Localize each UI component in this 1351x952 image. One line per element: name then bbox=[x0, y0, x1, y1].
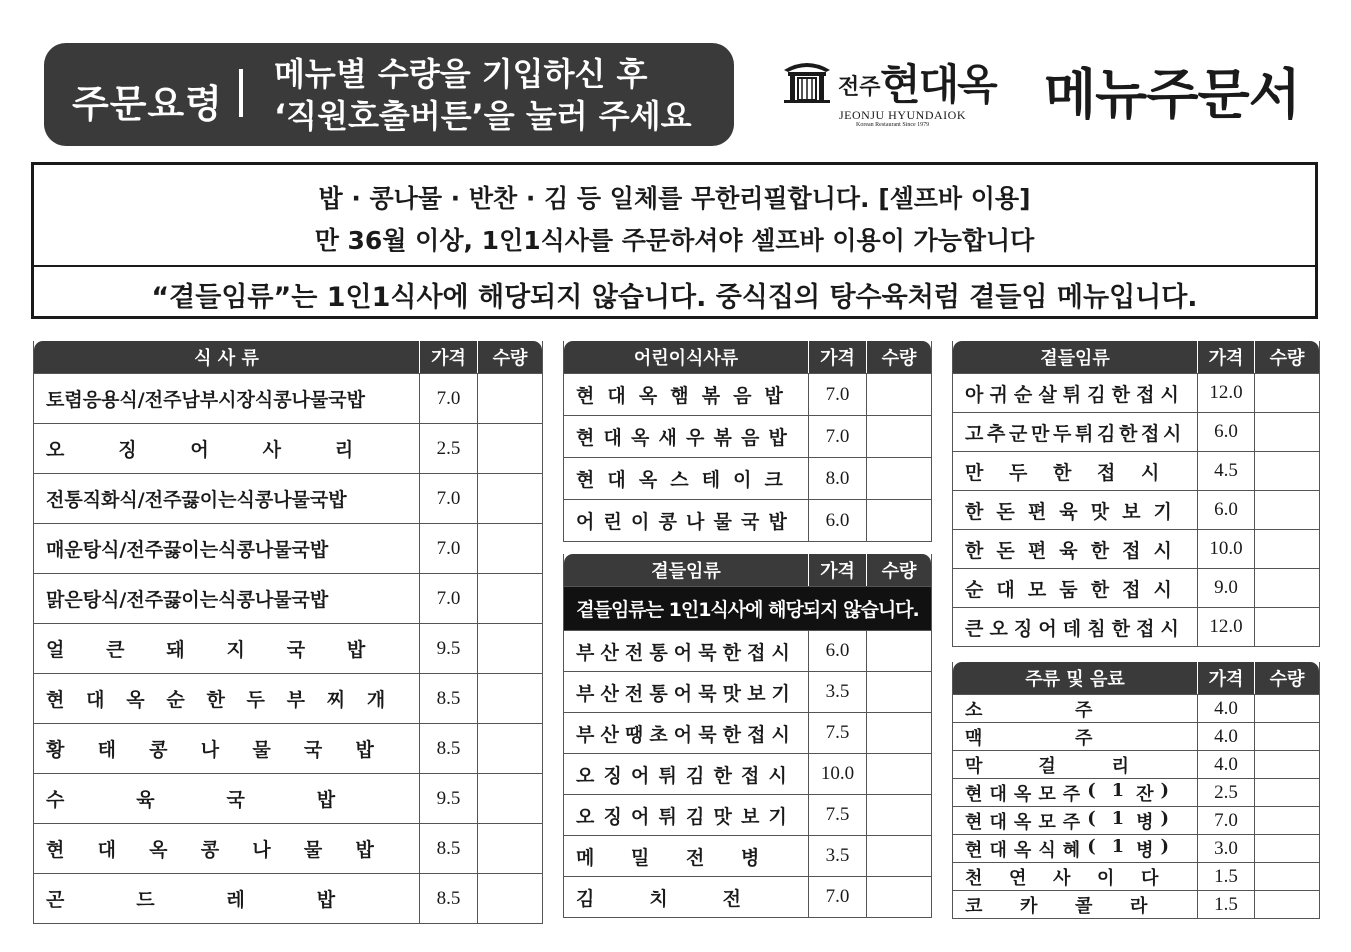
menu-item-name bbox=[34, 424, 420, 473]
menu-item-price: 7.5 bbox=[809, 713, 867, 753]
menu-item-label: 한 돈 편 육 맛 보 기 bbox=[965, 500, 1172, 523]
menu-item-name bbox=[953, 452, 1198, 490]
menu-row bbox=[953, 806, 1319, 834]
logo-name: 현대옥 bbox=[880, 60, 996, 109]
menu-item-price: 3.5 bbox=[809, 672, 867, 712]
menu-item-label: 매운탕식/전주끓이는식콩나물국밥 bbox=[46, 539, 329, 561]
side-dishes-right-table bbox=[952, 341, 1320, 647]
menu-row bbox=[34, 423, 542, 473]
menu-item-label: 코 카 콜 라 bbox=[965, 895, 1148, 917]
menu-item-price: 8.5 bbox=[420, 874, 478, 923]
menu-item-label: 현 대 옥 모 주 ( 1 잔 ) bbox=[965, 779, 1170, 805]
menu-row bbox=[953, 722, 1319, 750]
menu-row bbox=[564, 671, 931, 712]
menu-item-label: 천 연 사 이 다 bbox=[965, 867, 1159, 889]
quantity-input[interactable] bbox=[478, 824, 542, 873]
price-header: 가격 bbox=[420, 341, 478, 373]
menu-item-price: 7.0 bbox=[420, 474, 478, 523]
menu-item-price: 6.0 bbox=[809, 631, 867, 671]
quantity-input[interactable] bbox=[478, 574, 542, 623]
quantity-input[interactable] bbox=[1255, 452, 1319, 490]
quantity-input[interactable] bbox=[478, 374, 542, 423]
menu-item-label: 부 산 땡 초 어 묵 한 접 시 bbox=[576, 723, 790, 746]
menu-item-name bbox=[564, 672, 809, 712]
menu-item-name bbox=[34, 474, 420, 523]
menu-item-label: 현 대 옥 순 한 두 부 찌 개 bbox=[46, 689, 386, 711]
menu-item-label: 토렴응용식/전주남부시장식콩나물국밥 bbox=[46, 389, 365, 411]
menu-item-name bbox=[564, 374, 809, 415]
logo-city: 전주 bbox=[838, 74, 881, 100]
menu-item-label: 만 두 한 접 시 bbox=[965, 461, 1160, 484]
menu-item-label: 오 징 어 튀 김 한 접 시 bbox=[576, 764, 787, 787]
quantity-input[interactable] bbox=[478, 774, 542, 823]
menu-item-price: 7.0 bbox=[1198, 807, 1255, 834]
menu-item-label: 막 걸 리 bbox=[965, 755, 1130, 777]
menu-item-label: 현 대 옥 모 주 ( 1 병 ) bbox=[965, 807, 1170, 833]
notice-line-1: 밥 · 콩나물 · 반찬 · 김 등 일체를 무한리필합니다. [셀프바 이용] bbox=[318, 184, 1031, 213]
menu-item-name bbox=[953, 569, 1198, 607]
quantity-input[interactable] bbox=[1255, 608, 1319, 646]
menu-item-label: 부 산 전 통 어 묵 맛 보 기 bbox=[576, 682, 790, 705]
menu-item-label: 오 징 어 사 리 bbox=[46, 439, 354, 461]
menu-row bbox=[564, 712, 931, 753]
menu-item-price: 7.0 bbox=[809, 877, 867, 917]
notice-line-3: “곁들임류”는 1인1식사에 해당되지 않습니다. 중식집의 탕수육처럼 곁들임 메뉴입니다. bbox=[151, 282, 1198, 313]
instructions-divider bbox=[239, 69, 243, 117]
quantity-input[interactable] bbox=[1255, 723, 1319, 750]
menu-item-price: 6.0 bbox=[1198, 413, 1255, 451]
menu-item-name bbox=[34, 724, 420, 773]
menu-row bbox=[564, 753, 931, 794]
section-title: 곁들임류 bbox=[564, 554, 809, 586]
brand-logo bbox=[776, 52, 1016, 132]
menu-item-label: 황 태 콩 나 물 국 밥 bbox=[46, 739, 374, 761]
menu-row bbox=[953, 568, 1319, 607]
menu-item-label: 어 린 이 콩 나 물 국 밥 bbox=[576, 511, 787, 533]
menu-row bbox=[34, 873, 542, 923]
menu-item-label: 김 치 전 bbox=[576, 887, 742, 910]
menu-item-name bbox=[953, 608, 1198, 646]
menu-row bbox=[953, 890, 1319, 918]
quantity-input[interactable] bbox=[478, 724, 542, 773]
menu-row bbox=[34, 623, 542, 673]
menu-item-price: 7.0 bbox=[420, 574, 478, 623]
menu-row bbox=[564, 457, 931, 499]
quantity-input[interactable] bbox=[867, 374, 931, 415]
menu-item-name bbox=[953, 413, 1198, 451]
menu-item-label: 현 대 옥 스 테 이 크 bbox=[576, 469, 783, 491]
menu-item-price: 9.0 bbox=[1198, 569, 1255, 607]
menu-item-name bbox=[953, 807, 1198, 834]
menu-item-price: 7.0 bbox=[420, 524, 478, 573]
menu-item-price: 3.0 bbox=[1198, 835, 1255, 862]
menu-item-price: 4.0 bbox=[1198, 751, 1255, 778]
menu-item-name bbox=[564, 836, 809, 876]
quantity-input[interactable] bbox=[1255, 491, 1319, 529]
quantity-input[interactable] bbox=[478, 624, 542, 673]
menu-item-name bbox=[953, 779, 1198, 806]
menu-item-name bbox=[953, 835, 1198, 862]
table-header bbox=[953, 662, 1319, 694]
refill-notice bbox=[31, 162, 1318, 319]
table-header bbox=[34, 341, 542, 373]
menu-row bbox=[953, 750, 1319, 778]
menu-item-price: 2.5 bbox=[1198, 779, 1255, 806]
menu-item-name bbox=[34, 574, 420, 623]
quantity-input[interactable] bbox=[1255, 835, 1319, 862]
menu-item-label: 부 산 전 통 어 묵 한 접 시 bbox=[576, 641, 790, 664]
menu-item-name bbox=[953, 695, 1198, 722]
menu-row bbox=[564, 415, 931, 457]
menu-item-label: 현 대 옥 콩 나 물 밥 bbox=[46, 839, 374, 861]
menu-item-name bbox=[564, 500, 809, 541]
menu-item-name bbox=[953, 863, 1198, 890]
quantity-input[interactable] bbox=[1255, 374, 1319, 412]
quantity-header: 수량 bbox=[1269, 669, 1305, 690]
quantity-header: 수량 bbox=[881, 561, 917, 582]
menu-row bbox=[564, 373, 931, 415]
menu-item-label: 아 귀 순 살 튀 김 한 접 시 bbox=[965, 383, 1179, 406]
quantity-input[interactable] bbox=[1255, 413, 1319, 451]
price-header: 가격 bbox=[809, 554, 867, 586]
menu-row bbox=[953, 451, 1319, 490]
meals-table bbox=[33, 341, 543, 924]
menu-item-name bbox=[34, 524, 420, 573]
menu-row bbox=[953, 529, 1319, 568]
menu-row bbox=[564, 835, 931, 876]
menu-row bbox=[953, 694, 1319, 722]
menu-item-label: 맥 주 bbox=[965, 727, 1093, 749]
quantity-header: 수량 bbox=[492, 348, 528, 369]
logo-tagline: Korean Restaurant Since 1979 bbox=[856, 122, 930, 128]
menu-item-name bbox=[564, 795, 809, 835]
menu-item-name bbox=[564, 877, 809, 917]
menu-row bbox=[953, 412, 1319, 451]
menu-item-name bbox=[564, 458, 809, 499]
menu-row bbox=[34, 773, 542, 823]
menu-item-name bbox=[34, 774, 420, 823]
menu-item-label: 맑은탕식/전주끓이는식콩나물국밥 bbox=[46, 589, 329, 611]
section-title: 식 사 류 bbox=[34, 341, 420, 373]
menu-item-label: 순 대 모 둠 한 접 시 bbox=[965, 578, 1172, 601]
menu-row bbox=[34, 823, 542, 873]
menu-item-name bbox=[953, 723, 1198, 750]
menu-row bbox=[34, 573, 542, 623]
menu-item-price: 4.0 bbox=[1198, 723, 1255, 750]
menu-item-name bbox=[34, 824, 420, 873]
quantity-input[interactable] bbox=[1255, 863, 1319, 890]
menu-item-price: 10.0 bbox=[1198, 530, 1255, 568]
menu-item-price: 4.0 bbox=[1198, 695, 1255, 722]
menu-item-price: 8.5 bbox=[420, 824, 478, 873]
menu-item-price: 7.0 bbox=[420, 374, 478, 423]
menu-row bbox=[953, 373, 1319, 412]
menu-item-label: 곤 드 레 밥 bbox=[46, 889, 336, 911]
menu-item-label: 한 돈 편 육 한 접 시 bbox=[965, 539, 1172, 562]
quantity-input[interactable] bbox=[867, 458, 931, 499]
instructions-line-2: ‘직원호출버튼’을 눌러 주세요 bbox=[274, 97, 692, 135]
menu-item-price: 9.5 bbox=[420, 774, 478, 823]
menu-row bbox=[564, 630, 931, 671]
quantity-header: 수량 bbox=[1269, 348, 1305, 369]
menu-row bbox=[564, 876, 931, 917]
menu-item-label: 큰 오 징 어 데 침 한 접 시 bbox=[965, 617, 1179, 640]
menu-item-name bbox=[564, 416, 809, 457]
quantity-input[interactable] bbox=[867, 416, 931, 457]
menu-item-price: 6.0 bbox=[1198, 491, 1255, 529]
menu-item-price: 2.5 bbox=[420, 424, 478, 473]
instructions-text bbox=[274, 53, 724, 137]
menu-item-label: 현 대 옥 햄 볶 음 밥 bbox=[576, 385, 783, 407]
quantity-input[interactable] bbox=[1255, 569, 1319, 607]
quantity-input[interactable] bbox=[1255, 751, 1319, 778]
menu-item-price: 8.0 bbox=[809, 458, 867, 499]
menu-item-name bbox=[564, 713, 809, 753]
notice-line-2: 만 36월 이상, 1인1식사를 주문하셔야 셀프바 이용이 가능합니다 bbox=[314, 226, 1035, 255]
quantity-input[interactable] bbox=[867, 672, 931, 712]
table-header bbox=[953, 341, 1319, 373]
notice-top-section bbox=[34, 165, 1315, 267]
drinks-table bbox=[952, 662, 1320, 919]
quantity-header: 수량 bbox=[881, 348, 917, 369]
menu-row bbox=[564, 499, 931, 541]
menu-row bbox=[953, 862, 1319, 890]
menu-item-price: 12.0 bbox=[1198, 608, 1255, 646]
menu-item-price: 8.5 bbox=[420, 674, 478, 723]
price-header: 가격 bbox=[1198, 662, 1255, 694]
instructions-line-1: 메뉴별 수량을 기입하신 후 bbox=[274, 55, 648, 93]
quantity-input[interactable] bbox=[478, 424, 542, 473]
menu-row bbox=[34, 673, 542, 723]
kids-meals-table bbox=[563, 341, 932, 542]
menu-item-price: 6.0 bbox=[809, 500, 867, 541]
menu-item-name bbox=[953, 530, 1198, 568]
section-title: 곁들임류 bbox=[953, 341, 1198, 373]
quantity-input[interactable] bbox=[1255, 695, 1319, 722]
menu-row bbox=[34, 373, 542, 423]
menu-item-label: 현 대 옥 새 우 볶 음 밥 bbox=[576, 427, 787, 449]
section-title: 주류 및 음료 bbox=[953, 662, 1198, 694]
menu-item-name bbox=[953, 891, 1198, 918]
quantity-input[interactable] bbox=[478, 674, 542, 723]
order-instructions-banner bbox=[44, 43, 734, 146]
menu-row bbox=[564, 794, 931, 835]
instructions-title: 주문요령 bbox=[72, 82, 223, 126]
menu-row bbox=[34, 723, 542, 773]
quantity-input[interactable] bbox=[867, 836, 931, 876]
menu-row bbox=[953, 607, 1319, 646]
menu-item-price: 1.5 bbox=[1198, 863, 1255, 890]
menu-item-name bbox=[34, 624, 420, 673]
menu-item-name bbox=[34, 874, 420, 923]
side-dishes-table bbox=[563, 554, 932, 918]
menu-item-label: 고 추 군 만 두 튀 김 한 접 시 bbox=[965, 422, 1182, 445]
menu-item-name bbox=[953, 491, 1198, 529]
menu-item-name bbox=[34, 674, 420, 723]
quantity-input[interactable] bbox=[867, 500, 931, 541]
menu-item-label: 전통직화식/전주끓이는식콩나물국밥 bbox=[46, 489, 347, 511]
menu-item-label: 오 징 어 튀 김 맛 보 기 bbox=[576, 805, 787, 828]
logo-english-name: JEONJU HYUNDAIOK bbox=[839, 108, 966, 122]
page-title: 메뉴주문서 bbox=[1044, 63, 1300, 126]
menu-row bbox=[953, 490, 1319, 529]
menu-row bbox=[953, 834, 1319, 862]
quantity-input[interactable] bbox=[1255, 779, 1319, 806]
menu-item-label: 수 육 국 밥 bbox=[46, 789, 336, 811]
hanok-gate-icon bbox=[780, 56, 834, 104]
menu-item-price: 7.0 bbox=[809, 374, 867, 415]
table-header bbox=[564, 341, 931, 373]
menu-item-price: 7.0 bbox=[809, 416, 867, 457]
menu-item-price: 1.5 bbox=[1198, 891, 1255, 918]
menu-item-price: 7.5 bbox=[809, 795, 867, 835]
side-dish-note: 곁들임류는 1인1식사에 해당되지 않습니다. bbox=[564, 586, 931, 630]
section-title: 어린이식사류 bbox=[564, 341, 809, 373]
price-header: 가격 bbox=[1198, 341, 1255, 373]
menu-item-price: 9.5 bbox=[420, 624, 478, 673]
quantity-input[interactable] bbox=[478, 474, 542, 523]
menu-item-price: 4.5 bbox=[1198, 452, 1255, 490]
menu-row bbox=[34, 473, 542, 523]
menu-item-label: 메 밀 전 병 bbox=[576, 846, 760, 869]
menu-item-price: 8.5 bbox=[420, 724, 478, 773]
menu-item-name bbox=[953, 751, 1198, 778]
menu-item-price: 10.0 bbox=[809, 754, 867, 794]
quantity-input[interactable] bbox=[1255, 891, 1319, 918]
quantity-input[interactable] bbox=[867, 795, 931, 835]
menu-item-name bbox=[564, 631, 809, 671]
menu-item-name bbox=[34, 374, 420, 423]
quantity-input[interactable] bbox=[867, 754, 931, 794]
menu-item-price: 3.5 bbox=[809, 836, 867, 876]
menu-item-label: 얼 큰 돼 지 국 밥 bbox=[46, 639, 366, 661]
table-header bbox=[564, 554, 931, 586]
menu-item-name bbox=[564, 754, 809, 794]
menu-item-price: 12.0 bbox=[1198, 374, 1255, 412]
quantity-input[interactable] bbox=[867, 713, 931, 753]
menu-item-label: 소 주 bbox=[965, 699, 1093, 721]
menu-row bbox=[34, 523, 542, 573]
quantity-input[interactable] bbox=[1255, 530, 1319, 568]
quantity-input[interactable] bbox=[867, 631, 931, 671]
quantity-input[interactable] bbox=[1255, 807, 1319, 834]
quantity-input[interactable] bbox=[478, 874, 542, 923]
quantity-input[interactable] bbox=[478, 524, 542, 573]
price-header: 가격 bbox=[809, 341, 867, 373]
menu-item-label: 현 대 옥 식 혜 ( 1 병 ) bbox=[965, 835, 1170, 861]
menu-item-name bbox=[953, 374, 1198, 412]
quantity-input[interactable] bbox=[867, 877, 931, 917]
menu-row bbox=[953, 778, 1319, 806]
